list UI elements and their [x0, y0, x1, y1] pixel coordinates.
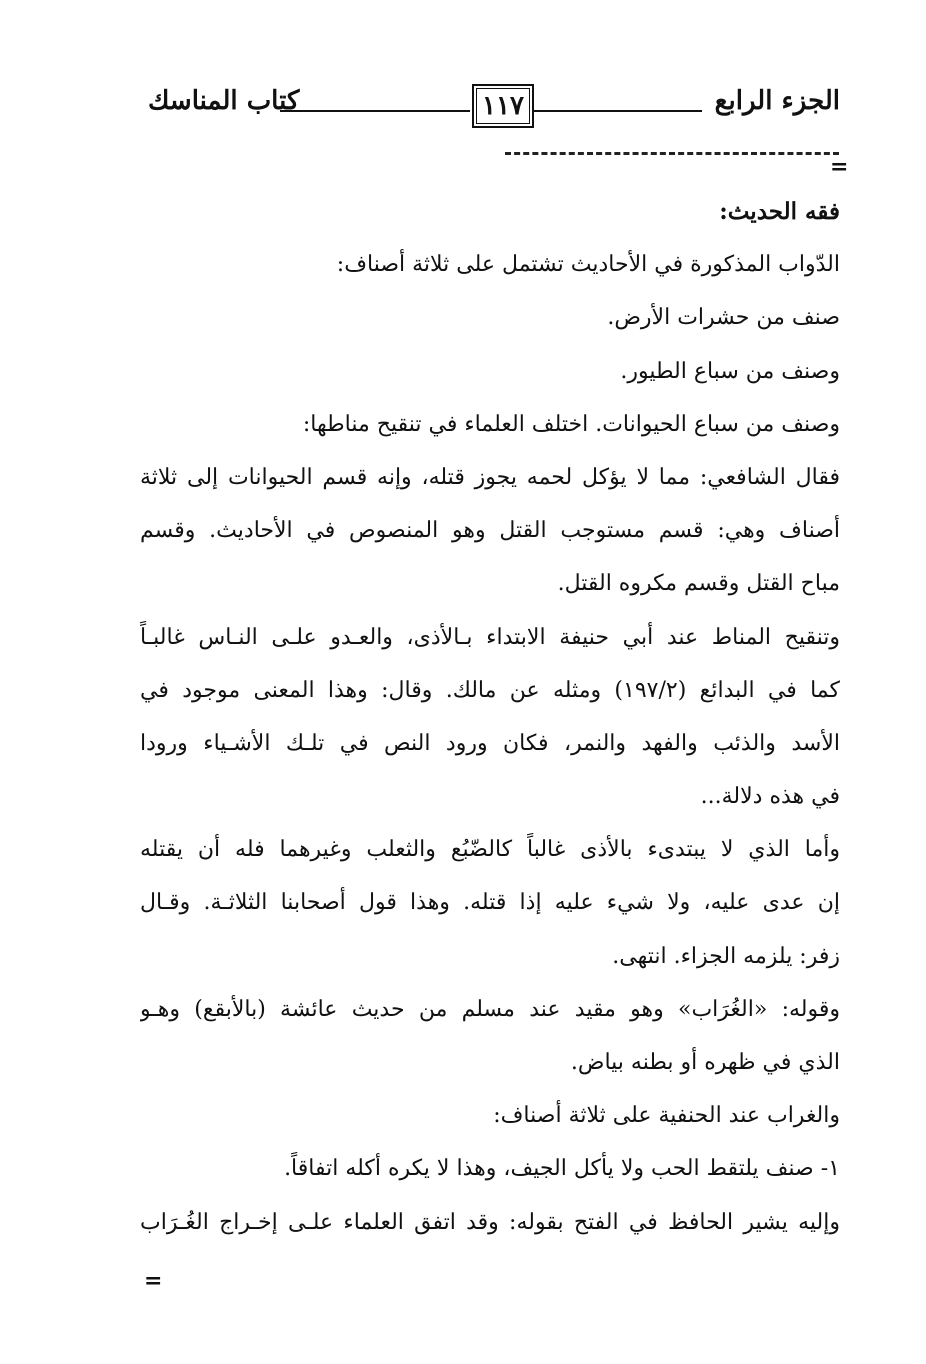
text-line: وأما الذي لا يبتدىء بالأذى غالباً كالضّبُع والثعلب وغيرهما فله أن يقتله — [140, 837, 840, 863]
text-line: وصنف من سباع الطيور. — [620, 358, 840, 384]
text-line: وإليه يشير الحافظ في الفتح بقوله: وقد اتفق العلماء علـى إخـراج الغُـرَاب — [140, 1209, 840, 1235]
text-line: ١- صنف يلتقط الحب ولا يأكل الجيف، وهذا لا يكره أكله اتفاقاً. — [284, 1156, 840, 1182]
continuation-mark-bottom: = — [144, 1268, 163, 1294]
header-rule-left — [280, 110, 470, 112]
page-header — [140, 80, 840, 130]
continuation-dashes — [505, 152, 839, 155]
page-number: ١١٧ — [472, 84, 534, 128]
header-rule-right — [532, 110, 702, 112]
text-line: في هذه دلالة... — [700, 784, 840, 810]
text-line: إن عدى عليه، ولا شيء عليه إذا قتله. وهذا قول أصحابنا الثلاثـة. وقـال — [140, 890, 840, 916]
text-line: الذي في ظهره أو بطنه بياض. — [570, 1050, 840, 1075]
text-line: مباح القتل وقسم مكروه القتل. — [557, 571, 840, 597]
body-text — [140, 185, 840, 1249]
text-line: الدّواب المذكورة في الأحاديث تشتمل على ثلاثة أصناف: — [336, 252, 840, 278]
section-title: فقه الحديث: — [719, 198, 840, 225]
text-line: كما في البدائع (١٩٧/٢) ومثله عن مالك. وقال: وهذا المعنى موجود في — [140, 677, 840, 703]
text-line: وتنقيح المناط عند أبي حنيفة الابتداء بـالأذى، والعـدو علـى النـاس غالبـاً — [140, 624, 840, 650]
volume-title: الجزء الرابع — [714, 86, 840, 116]
continuation-mark-top: = — [830, 154, 849, 180]
text-line: وقوله: «الغُرَاب» وهو مقيد عند مسلم من حديث عائشة (بالأبقع) وهـو — [140, 996, 840, 1022]
book-title: كتاب المناسك — [148, 86, 300, 116]
text-line: زفر: يلزمه الجزاء. انتهى. — [612, 943, 840, 969]
text-line: صنف من حشرات الأرض. — [607, 305, 840, 331]
text-line: الأسد والذئب والفهد والنمر، فكان ورود النص في تلـك الأشـياء ورودا — [140, 730, 840, 756]
text-line: فقال الشافعي: مما لا يؤكل لحمه يجوز قتله، وإنه قسم الحيوانات إلى ثلاثة — [140, 464, 840, 490]
text-line: أصناف وهي: قسم مستوجب القتل وهو المنصوص في الأحاديث. وقسم — [140, 518, 840, 544]
text-line: والغراب عند الحنفية على ثلاثة أصناف: — [493, 1103, 840, 1129]
text-line: وصنف من سباع الحيوانات. اختلف العلماء في تنقيح مناطها: — [302, 411, 840, 437]
